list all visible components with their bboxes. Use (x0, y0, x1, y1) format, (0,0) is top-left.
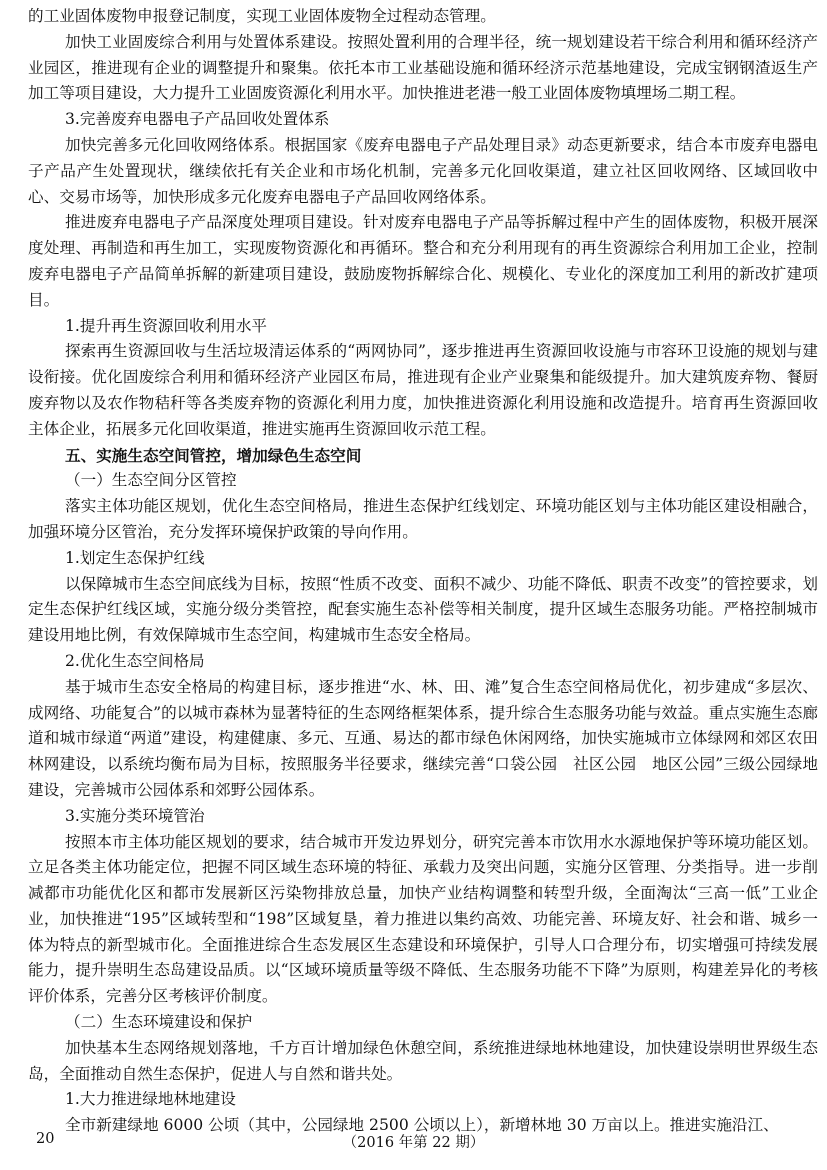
paragraph: 加快工业固废综合利用与处置体系建设。按照处置利用的合理半径，统一规划建设若干综合利用和循环经济产业园区，推进现有企业的调整提升和聚集。依托本市工业基础设施和循环经济示范基地建设，完成宝钢钢渣返生产加工等项目建设，大力提升工业固废资源化利用水平。加快推进老港一般工业固体废物填埋场二期工程。 (28, 32, 818, 103)
paragraph: 以保障城市生态空间底线为目标，按照“性质不改变、面积不减少、功能不降低、职责不改变”的管控要求，划定生态保护红线区域，实施分级分类管控，配套实施生态补偿等相关制度，提升区域生态服务功能。严格控制城市建设用地比例，有效保障城市生态空间，构建城市生态安全格局。 (28, 574, 818, 645)
paragraph-continued: 的工业固体废物申报登记制度，实现工业固体废物全过程动态管理。 (28, 7, 496, 25)
paragraph: 加快完善多元化回收网络体系。根据国家《废弃电器电子产品处理目录》动态更新要求，结合本市废弃电器电子产品产生处置现状，继续依托有关企业和市场化机制，完善多元化回收渠道，建立社区回收网络、区域回收中心、交易市场等，加快形成多元化废弃电器电子产品回收网络体系。 (28, 135, 818, 206)
paragraph: 全市新建绿地 6000 公顷（其中，公园绿地 2500 公顷以上），新增林地 30 万亩以上。推进实施沿江、 (65, 1116, 779, 1135)
section-heading: 五、实施生态空间管控，增加绿色生态空间 (65, 445, 362, 465)
paragraph: 基于城市生态安全格局的构建目标，逐步推进“水、林、田、滩”复合生态空间格局优化，初步建成“多层次、成网络、功能复合”的以城市森林为显著特征的生态网络框架体系，提升综合生态服务功能与效益。重点实施生态廊道和城市绿道“两道”建设，构建健康、多元、互通、易达的都市绿色休闲网络，加快实施城市立体绿网和郊区农田林网建设，以系统均衡布局为目标，按照服务半径要求，继续完善“口袋公园 社区公园 地区公园”三级公园绿地建设，完善城市公园体系和郊野公园体系。 (28, 677, 818, 799)
page-number: 20 (36, 1131, 55, 1147)
paragraph: 推进废弃电器电子产品深度处理项目建设。针对废弃电器电子产品等拆解过程中产生的固体废物，积极开展深度处理、再制造和再生加工，实现废物资源化和再循环。整合和充分利用现有的再生资源综合利用加工企业，控制废弃电器电子产品简单拆解的新建项目建设，鼓励废物拆解综合化、规模化、专业化的深度加工利用的新改扩建项目。 (28, 213, 818, 309)
document-body (28, 4, 818, 1139)
item-heading: 1.提升再生资源回收利用水平 (65, 316, 268, 335)
page-footer (0, 1131, 827, 1157)
item-heading: 1.大力推进绿地林地建设 (65, 1090, 236, 1109)
paragraph: 加快基本生态网络规划落地，千方百计增加绿色休憩空间，系统推进绿地林地建设，加快建设崇明世界级生态岛，全面推动自然生态保护，促进人与自然和谐共处。 (28, 1038, 818, 1083)
subsection-heading: （二）生态环境建设和保护 (65, 1013, 253, 1032)
paragraph: 按照本市主体功能区规划的要求，结合城市开发边界划分，研究完善本市饮用水水源地保护等环境功能区划。立足各类主体功能定位，把握不同区域生态环境的特征、承载力及突出问题，实施分区管理、分类指导。进一步削减都市功能优化区和都市发展新区污染物排放总量，加快产业结构调整和转型升级，全面淘汰“三高一低”工业企业，加快推进“195”区域转型和“198”区域复垦，着力推进以集约高效、功能完善、环境友好、社会和谐、城乡一体为特点的新型城市化。全面推进综合生态发展区生态建设和环境保护，引导人口合理分布，切实增强可持续发展能力，提升崇明生态岛建设品质。以“区域环境质量等级不降低、生态服务功能不下降”为原则，构建差异化的考核评价体系，完善分区考核评价制度。 (28, 832, 818, 1006)
paragraph: 落实主体功能区规划，优化生态空间格局，推进生态保护红线划定、环境功能区划与主体功能区建设相融合，加强环境分区管治，充分发挥环境保护政策的导向作用。 (28, 497, 818, 541)
issue-label: （2016 年第 22 期） (342, 1135, 485, 1151)
paragraph: 探索再生资源回收与生活垃圾清运体系的“两网协同”，逐步推进再生资源回收设施与市容环卫设施的规划与建设衔接。优化固废综合利用和循环经济产业园区布局，推进现有企业产业聚集和能级提升。加大建筑废弃物、餐厨废弃物以及农作物秸秆等各类废弃物的资源化利用力度，加快推进资源化利用设施和改造提升。培育再生资源回收主体企业，拓展多元化回收渠道，推进实施再生资源回收示范工程。 (28, 342, 818, 438)
item-heading: 2.优化生态空间格局 (65, 651, 205, 670)
item-heading: 1.划定生态保护红线 (65, 548, 205, 567)
item-heading: 3.实施分类环境管治 (65, 806, 205, 825)
item-heading: 3.完善废弃电器电子产品回收处置体系 (65, 110, 330, 129)
subsection-heading: （一）生态空间分区管控 (65, 471, 237, 490)
